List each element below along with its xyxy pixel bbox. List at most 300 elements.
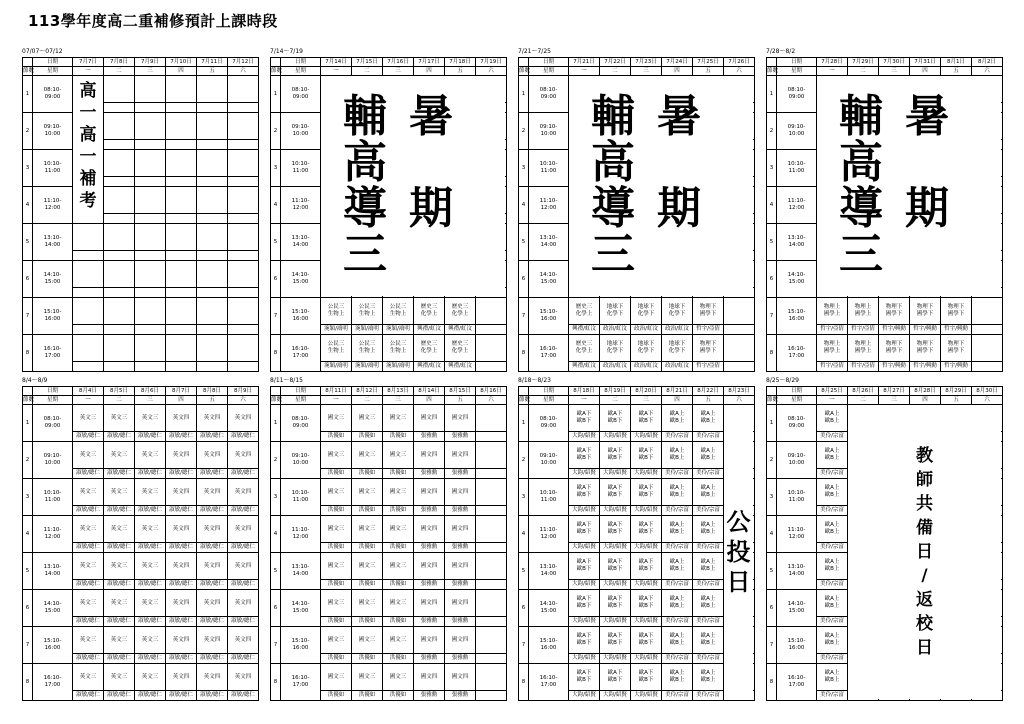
class-cell: 歐A下 歐B下 — [569, 442, 600, 469]
class-cell: 國文三 — [352, 590, 383, 617]
period-number: 4 — [271, 187, 281, 224]
date-cell: 8月6日 — [135, 387, 166, 396]
teacher-cell: 洪優如 — [352, 432, 383, 442]
class-cell — [476, 479, 507, 506]
weekday-cell: 五 — [941, 67, 972, 76]
week-table — [22, 57, 259, 372]
class-cell — [135, 335, 166, 362]
period-time: 09:10- 10:00 — [777, 113, 817, 150]
period-time: 08:10- 09:00 — [529, 76, 569, 113]
weekday-cell: 五 — [693, 67, 724, 76]
teacher-cell — [476, 432, 507, 442]
day-label: 星期 — [281, 67, 321, 76]
header-blank — [519, 387, 529, 396]
period-label: 節數 — [767, 396, 779, 403]
class-cell: 國文四 — [414, 479, 445, 506]
class-cell: 國文四 — [445, 627, 476, 654]
teacher-cell: 哲宇/興勳 — [879, 362, 910, 372]
banner-text — [817, 76, 1001, 296]
weekday-cell: 四 — [414, 67, 445, 76]
teacher-cell — [104, 251, 135, 261]
class-cell: 國文三 — [321, 627, 352, 654]
period-number: 5 — [519, 553, 529, 590]
period-number: 2 — [271, 113, 281, 150]
class-cell: 國文三 — [352, 405, 383, 432]
weekday-cell: 四 — [910, 396, 941, 405]
teacher-cell: 洪優如 — [352, 654, 383, 664]
period-number: 5 — [767, 224, 777, 261]
class-cell: 英文四 — [197, 553, 228, 580]
class-cell: 國文四 — [445, 516, 476, 543]
class-cell — [166, 298, 197, 325]
class-cell: 公民三 生物上 — [352, 298, 383, 325]
period-time: 13:10- 14:00 — [777, 224, 817, 261]
class-cell: 國文四 — [414, 664, 445, 691]
period-number: 1 — [23, 76, 33, 113]
teacher-cell: 淑敏/總仁 — [228, 691, 259, 701]
period-time: 10:10- 11:00 — [281, 479, 321, 516]
period-time: 11:10- 12:00 — [281, 187, 321, 224]
class-cell: 國文四 — [445, 590, 476, 617]
banner-text — [848, 405, 1001, 699]
class-cell: 歐A下 歐B下 — [631, 405, 662, 432]
teacher-cell: 淑敏/總仁 — [73, 432, 104, 442]
teacher-cell: 淑敏/總仁 — [73, 654, 104, 664]
class-cell — [73, 298, 104, 325]
teacher-cell: 淑敏/總仁 — [228, 580, 259, 590]
teacher-cell — [197, 140, 228, 150]
date-label: 日期 — [777, 387, 817, 396]
teacher-cell: 大鈞/紹賢 — [600, 543, 631, 553]
teacher-cell — [166, 214, 197, 224]
period-number: 3 — [271, 150, 281, 187]
date-cell: 8月18日 — [569, 387, 600, 396]
week-range-label: 8/25～8/29 — [766, 377, 799, 384]
class-cell: 歐A上 歐B上 — [817, 405, 848, 432]
period-time: 13:10- 14:00 — [529, 224, 569, 261]
weekday-cell: 四 — [414, 396, 445, 405]
class-cell: 英文四 — [228, 553, 259, 580]
class-cell — [197, 298, 228, 325]
date-cell: 7月16日 — [383, 58, 414, 67]
banner-line: 一 — [79, 103, 97, 123]
period-number: 8 — [519, 335, 529, 372]
period-number: 2 — [519, 442, 529, 479]
teacher-cell: 洪優如 — [321, 506, 352, 516]
teacher-cell — [135, 214, 166, 224]
teacher-cell: 張雅勳 — [445, 506, 476, 516]
period-number: 6 — [271, 590, 281, 627]
teacher-cell: 張雅勳 — [445, 691, 476, 701]
teacher-cell — [228, 177, 259, 187]
teacher-cell — [104, 140, 135, 150]
teacher-cell: 哲宇/興勳 — [910, 325, 941, 335]
date-cell: 8月25日 — [817, 387, 848, 396]
teacher-cell — [73, 288, 104, 298]
header-blank — [767, 387, 777, 396]
period-number: 1 — [519, 76, 529, 113]
class-cell: 英文四 — [228, 442, 259, 469]
banner-line: 師 — [916, 470, 933, 490]
period-number: 3 — [23, 150, 33, 187]
class-cell: 國文三 — [352, 442, 383, 469]
date-label: 日期 — [777, 58, 817, 67]
class-cell: 英文三 — [73, 590, 104, 617]
teacher-cell — [166, 140, 197, 150]
weekday-cell: 二 — [848, 67, 879, 76]
class-cell: 國文三 — [383, 590, 414, 617]
banner-line: 教 — [916, 446, 933, 466]
teacher-cell: 哲宇/亞倩 — [817, 325, 848, 335]
period-number: 2 — [23, 113, 33, 150]
week-table — [22, 386, 259, 701]
day-label: 星期 — [33, 67, 73, 76]
teacher-cell: 洪優如 — [383, 469, 414, 479]
week-range-label: 8/11～8/15 — [270, 377, 303, 384]
class-cell: 英文四 — [197, 590, 228, 617]
class-cell — [166, 113, 197, 140]
teacher-cell: 張雅勳 — [414, 580, 445, 590]
weekday-cell: 二 — [848, 396, 879, 405]
teacher-cell — [476, 362, 507, 372]
teacher-cell: 美伶/宗富 — [817, 617, 848, 627]
teacher-cell: 洪優如 — [383, 617, 414, 627]
class-cell — [104, 113, 135, 140]
class-cell — [724, 298, 755, 325]
class-cell — [73, 335, 104, 362]
period-time: 14:10- 15:00 — [281, 590, 321, 627]
class-cell: 英文四 — [166, 479, 197, 506]
teacher-cell: 大鈞/紹賢 — [600, 506, 631, 516]
teacher-cell — [166, 251, 197, 261]
banner-line: 補 — [79, 169, 97, 189]
class-cell: 歐A下 歐B下 — [600, 479, 631, 506]
date-cell: 7月7日 — [73, 58, 104, 67]
class-cell: 歐A上 歐B上 — [817, 590, 848, 617]
period-number: 1 — [23, 405, 33, 442]
weekday-cell: 四 — [166, 67, 197, 76]
teacher-cell — [197, 177, 228, 187]
class-cell: 國文四 — [414, 553, 445, 580]
teacher-cell: 淑敏/總仁 — [104, 469, 135, 479]
date-cell: 8月30日 — [972, 387, 1003, 396]
teacher-cell — [476, 543, 507, 553]
banner-text — [321, 76, 505, 296]
class-cell: 英文四 — [228, 627, 259, 654]
class-cell: 歐A下 歐B下 — [631, 442, 662, 469]
class-cell: 國文四 — [445, 405, 476, 432]
period-number: 7 — [23, 627, 33, 664]
teacher-cell: 淑敏/總仁 — [104, 617, 135, 627]
class-cell: 國文三 — [352, 664, 383, 691]
class-cell — [166, 187, 197, 214]
date-cell: 7月31日 — [910, 58, 941, 67]
class-cell: 歷史三 化學上 — [569, 335, 600, 362]
teacher-cell: 涴穎/鴻明 — [352, 325, 383, 335]
period-number: 4 — [23, 516, 33, 553]
date-cell: 8月15日 — [445, 387, 476, 396]
teacher-cell: 洪優如 — [352, 617, 383, 627]
class-cell: 歷史三 化學上 — [414, 298, 445, 325]
class-cell: 英文三 — [104, 479, 135, 506]
class-cell: 國文三 — [321, 405, 352, 432]
period-time: 09:10- 10:00 — [33, 442, 73, 479]
period-time: 11:10- 12:00 — [33, 516, 73, 553]
teacher-cell: 淑敏/總仁 — [135, 580, 166, 590]
class-cell: 物理下 國學下 — [879, 298, 910, 325]
weekday-cell: 二 — [600, 67, 631, 76]
teacher-cell: 美伶/宗富 — [817, 691, 848, 701]
class-cell: 歐A下 歐B下 — [631, 553, 662, 580]
period-time: 16:10- 17:00 — [529, 335, 569, 372]
banner-line: 日 — [726, 567, 751, 596]
period-number: 4 — [767, 187, 777, 224]
period-time: 15:10- 16:00 — [777, 298, 817, 335]
class-cell: 歐A上 歐B上 — [693, 664, 724, 691]
period-time: 09:10- 10:00 — [281, 113, 321, 150]
class-cell: 物理下 國學下 — [941, 298, 972, 325]
date-label: 日期 — [33, 387, 73, 396]
class-cell: 地球下 化學下 — [600, 335, 631, 362]
teacher-cell: 美伶/宗富 — [817, 580, 848, 590]
teacher-cell: 大鈞/紹賢 — [569, 617, 600, 627]
date-cell: 8月9日 — [228, 387, 259, 396]
weekday-cell: 一 — [321, 67, 352, 76]
weekday-cell: 二 — [352, 396, 383, 405]
weekday-cell: 五 — [941, 396, 972, 405]
teacher-cell: 張雅勳 — [414, 506, 445, 516]
class-cell: 歐A下 歐B下 — [600, 442, 631, 469]
class-cell — [476, 516, 507, 543]
period-number: 6 — [23, 261, 33, 298]
period-number: 7 — [519, 298, 529, 335]
class-cell — [972, 335, 1003, 362]
class-cell: 英文三 — [104, 627, 135, 654]
class-cell: 歐A下 歐B下 — [600, 405, 631, 432]
teacher-cell — [197, 251, 228, 261]
weekday-cell: 一 — [73, 396, 104, 405]
period-number: 8 — [519, 664, 529, 701]
class-cell: 國文三 — [383, 442, 414, 469]
teacher-cell: 淑敏/總仁 — [228, 543, 259, 553]
class-cell: 歐A上 歐B上 — [817, 479, 848, 506]
header-blank — [23, 58, 33, 67]
day-label: 星期 — [529, 396, 569, 405]
class-cell: 英文四 — [197, 442, 228, 469]
class-cell: 歐A下 歐B下 — [569, 590, 600, 617]
period-time: 11:10- 12:00 — [777, 516, 817, 553]
weekday-cell: 四 — [662, 67, 693, 76]
period-time: 14:10- 15:00 — [529, 261, 569, 298]
banner-line: 高 — [79, 125, 97, 145]
banner-text — [569, 76, 753, 296]
class-cell — [73, 224, 104, 251]
weekday-cell: 一 — [569, 396, 600, 405]
date-cell: 8月22日 — [693, 387, 724, 396]
class-cell — [197, 113, 228, 140]
class-cell: 歐A上 歐B上 — [662, 664, 693, 691]
class-cell: 物理下 國學下 — [910, 335, 941, 362]
period-number: 8 — [767, 664, 777, 701]
class-cell: 公民三 生物上 — [383, 335, 414, 362]
period-number: 5 — [271, 224, 281, 261]
teacher-cell: 美伶/宗富 — [693, 617, 724, 627]
teacher-cell: 美伶/宗富 — [817, 654, 848, 664]
teacher-cell: 淑敏/總仁 — [135, 432, 166, 442]
period-number: 3 — [23, 479, 33, 516]
period-number: 8 — [271, 664, 281, 701]
teacher-cell: 張雅勳 — [414, 617, 445, 627]
teacher-cell: 淑敏/總仁 — [228, 469, 259, 479]
class-cell: 國文四 — [414, 627, 445, 654]
teacher-cell: 淑敏/總仁 — [228, 432, 259, 442]
teacher-cell: 淑敏/總仁 — [166, 580, 197, 590]
class-cell: 歐A下 歐B下 — [569, 516, 600, 543]
teacher-cell — [476, 469, 507, 479]
period-time: 09:10- 10:00 — [281, 442, 321, 479]
week-range-label: 7/14～7/19 — [270, 48, 303, 55]
class-cell: 歐A上 歐B上 — [662, 553, 693, 580]
teacher-cell: 大鈞/紹賢 — [569, 469, 600, 479]
teacher-cell — [104, 103, 135, 113]
class-cell: 英文四 — [166, 627, 197, 654]
class-cell — [135, 113, 166, 140]
header-blank — [519, 58, 529, 67]
teacher-cell: 淑敏/總仁 — [228, 617, 259, 627]
teacher-cell — [228, 325, 259, 335]
period-time: 16:10- 17:00 — [281, 664, 321, 701]
date-cell: 7月29日 — [848, 58, 879, 67]
period-time: 15:10- 16:00 — [281, 627, 321, 664]
class-cell — [476, 442, 507, 469]
banner-line: 輔暑高 — [839, 91, 971, 188]
period-time: 16:10- 17:00 — [529, 664, 569, 701]
date-cell: 8月21日 — [662, 387, 693, 396]
class-cell — [104, 224, 135, 251]
class-cell: 英文四 — [166, 516, 197, 543]
teacher-cell: 淑敏/總仁 — [104, 691, 135, 701]
banner-line: 導期三 — [591, 183, 723, 280]
class-cell: 物理下 國學下 — [693, 298, 724, 325]
teacher-cell: 大鈞/紹賢 — [631, 691, 662, 701]
class-cell: 國文四 — [445, 479, 476, 506]
class-cell: 歐A上 歐B上 — [817, 516, 848, 543]
banner-line: 導期三 — [839, 183, 971, 280]
period-number: 4 — [767, 516, 777, 553]
teacher-cell: 興禮/虹汶 — [414, 325, 445, 335]
teacher-cell: 張雅勳 — [445, 469, 476, 479]
teacher-cell: 淑敏/總仁 — [73, 617, 104, 627]
period-number: 1 — [767, 76, 777, 113]
teacher-cell: 美伶/宗富 — [817, 543, 848, 553]
teacher-cell — [135, 362, 166, 372]
teacher-cell: 洪優如 — [383, 580, 414, 590]
teacher-cell: 美伶/宗富 — [662, 691, 693, 701]
period-number: 3 — [767, 150, 777, 187]
weekday-cell: 四 — [166, 396, 197, 405]
period-label: 節數 — [271, 396, 283, 403]
period-time: 15:10- 16:00 — [529, 627, 569, 664]
teacher-cell: 哲宇/亞倩 — [848, 362, 879, 372]
weekday-cell: 四 — [662, 396, 693, 405]
teacher-cell: 淑敏/總仁 — [197, 654, 228, 664]
teacher-cell — [73, 362, 104, 372]
period-time: 15:10- 16:00 — [33, 627, 73, 664]
weekday-cell: 二 — [104, 67, 135, 76]
period-time: 08:10- 09:00 — [281, 76, 321, 113]
teacher-cell: 涴穎/鴻明 — [352, 362, 383, 372]
teacher-cell: 大鈞/紹賢 — [631, 543, 662, 553]
class-cell — [972, 298, 1003, 325]
teacher-cell: 哲宇/亞倩 — [848, 325, 879, 335]
weekday-cell: 三 — [631, 396, 662, 405]
teacher-cell — [166, 103, 197, 113]
banner-line: 投 — [726, 537, 751, 566]
teacher-cell — [104, 177, 135, 187]
teacher-cell: 哲宇/興勳 — [941, 362, 972, 372]
weekday-cell: 五 — [445, 396, 476, 405]
period-label: 節數 — [23, 396, 35, 403]
class-cell: 國文三 — [352, 627, 383, 654]
teacher-cell: 洪優如 — [352, 691, 383, 701]
weekday-cell: 一 — [817, 67, 848, 76]
date-cell: 7月23日 — [631, 58, 662, 67]
class-cell — [197, 261, 228, 288]
period-time: 10:10- 11:00 — [33, 479, 73, 516]
weekday-cell: 三 — [879, 67, 910, 76]
teacher-cell: 政治/虹汶 — [600, 362, 631, 372]
banner-line: 一 — [79, 147, 97, 167]
teacher-cell: 淑敏/總仁 — [104, 543, 135, 553]
class-cell — [197, 150, 228, 177]
date-cell: 7月18日 — [445, 58, 476, 67]
date-cell: 8月26日 — [848, 387, 879, 396]
period-time: 13:10- 14:00 — [33, 224, 73, 261]
class-cell — [476, 335, 507, 362]
class-cell: 歐A上 歐B上 — [693, 405, 724, 432]
weekday-cell: 二 — [352, 67, 383, 76]
period-time: 10:10- 11:00 — [777, 150, 817, 187]
date-cell: 7月9日 — [135, 58, 166, 67]
class-cell — [166, 224, 197, 251]
teacher-cell: 淑敏/總仁 — [228, 654, 259, 664]
class-cell: 歐A上 歐B上 — [693, 442, 724, 469]
banner-line: 公 — [726, 507, 751, 536]
teacher-cell: 美伶/宗富 — [662, 654, 693, 664]
class-cell: 歐A上 歐B上 — [693, 553, 724, 580]
date-label: 日期 — [529, 58, 569, 67]
teacher-cell — [972, 325, 1003, 335]
period-time: 08:10- 09:00 — [777, 76, 817, 113]
teacher-cell: 淑敏/總仁 — [104, 432, 135, 442]
class-cell — [724, 335, 755, 362]
weekday-cell: 五 — [197, 396, 228, 405]
date-cell: 8月16日 — [476, 387, 507, 396]
class-cell: 國文三 — [383, 664, 414, 691]
period-number: 2 — [767, 113, 777, 150]
class-cell — [476, 627, 507, 654]
class-cell: 英文四 — [166, 664, 197, 691]
class-cell — [135, 298, 166, 325]
class-cell: 國文四 — [445, 553, 476, 580]
teacher-cell: 張雅勳 — [414, 432, 445, 442]
teacher-cell — [73, 325, 104, 335]
teacher-cell: 張雅勳 — [445, 432, 476, 442]
teacher-cell: 政治/虹汶 — [631, 362, 662, 372]
class-cell: 英文三 — [73, 516, 104, 543]
period-number: 2 — [767, 442, 777, 479]
date-cell: 8月11日 — [321, 387, 352, 396]
